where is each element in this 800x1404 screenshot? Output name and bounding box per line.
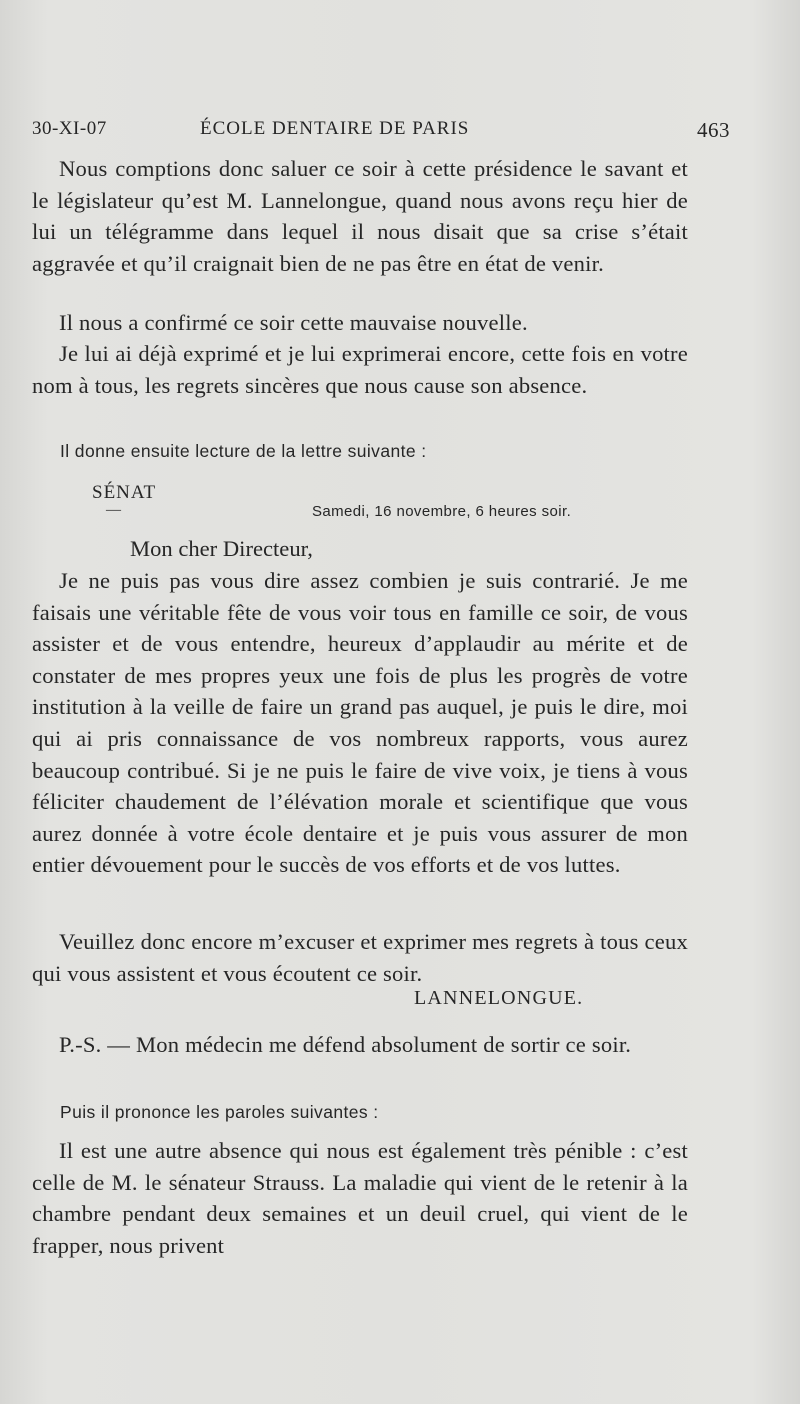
paragraph-1: Nous comptions donc saluer ce soir à cette présidence le savant et le législateur qu’est M. Lannelongue, quand nous avons reçu hier de lui un télégramme dans lequel il nous disait que sa crise s’était aggravée et qu’il craignait bien de ne pas être en état de venir. [32, 156, 688, 276]
page-number: 463 [697, 118, 730, 142]
paragraph-2: Il nous a confirmé ce soir cette mauvaise nouvelle. [59, 310, 528, 335]
letter-body-1: Je ne puis pas vous dire assez combien je suis contrarié. Je me faisais une véritable fête de vous voir tous en famille ce soir, de vous assister et de vous entendre, heureux d’applaudir au mérite et de constater de mes propres yeux une fois de plus les progrès de votre institution à la veille de faire un grand pas auquel, je puis le dire, moi qui ai pris connaissance de vos nombreux rapports, vous aurez beaucoup contribué. Si je ne puis le faire de vive voix, je tiens à vous féliciter chaudement de l’élévation morale et scientifique que vous aurez donnée à votre école dentaire et je puis vous assurer de mon entier dévouement pour le succès de vos efforts et de vos luttes. [32, 568, 688, 878]
letter-signature: LANNELONGUE. [414, 987, 584, 1009]
letter-sender-dash: — [106, 502, 121, 518]
closing-paragraph: Il est une autre absence qui nous est également très pénible : c’est celle de M. le sénateur Strauss. La maladie qui vient de le retenir à la chambre pendant deux semaines et un deuil cruel, qui vient de le frapper, nous privent [32, 1138, 688, 1258]
letter-sender: SÉNAT [92, 482, 157, 503]
letter-intro: Il donne ensuite lecture de la lettre suivante : [60, 441, 427, 461]
letter-date: Samedi, 16 novembre, 6 heures soir. [312, 503, 572, 520]
running-header [32, 118, 800, 144]
letter-salutation: Mon cher Directeur, [130, 536, 313, 561]
header-date: 30-XI-07 [32, 118, 107, 139]
postscript: P.-S. — Mon médecin me défend absolument de sortir ce soir. [59, 1032, 632, 1057]
speech-intro: Puis il prononce les paroles suivantes : [60, 1102, 379, 1122]
letter-body-2: Veuillez donc encore m’excuser et exprimer mes regrets à tous ceux qui vous assistent et vous écoutent ce soir. [32, 929, 688, 986]
header-title: ÉCOLE DENTAIRE DE PARIS [200, 118, 470, 139]
paragraph-3: Je lui ai déjà exprimé et je lui exprimerai encore, cette fois en votre nom à tous, les regrets sincères que nous cause son absence. [32, 341, 688, 398]
